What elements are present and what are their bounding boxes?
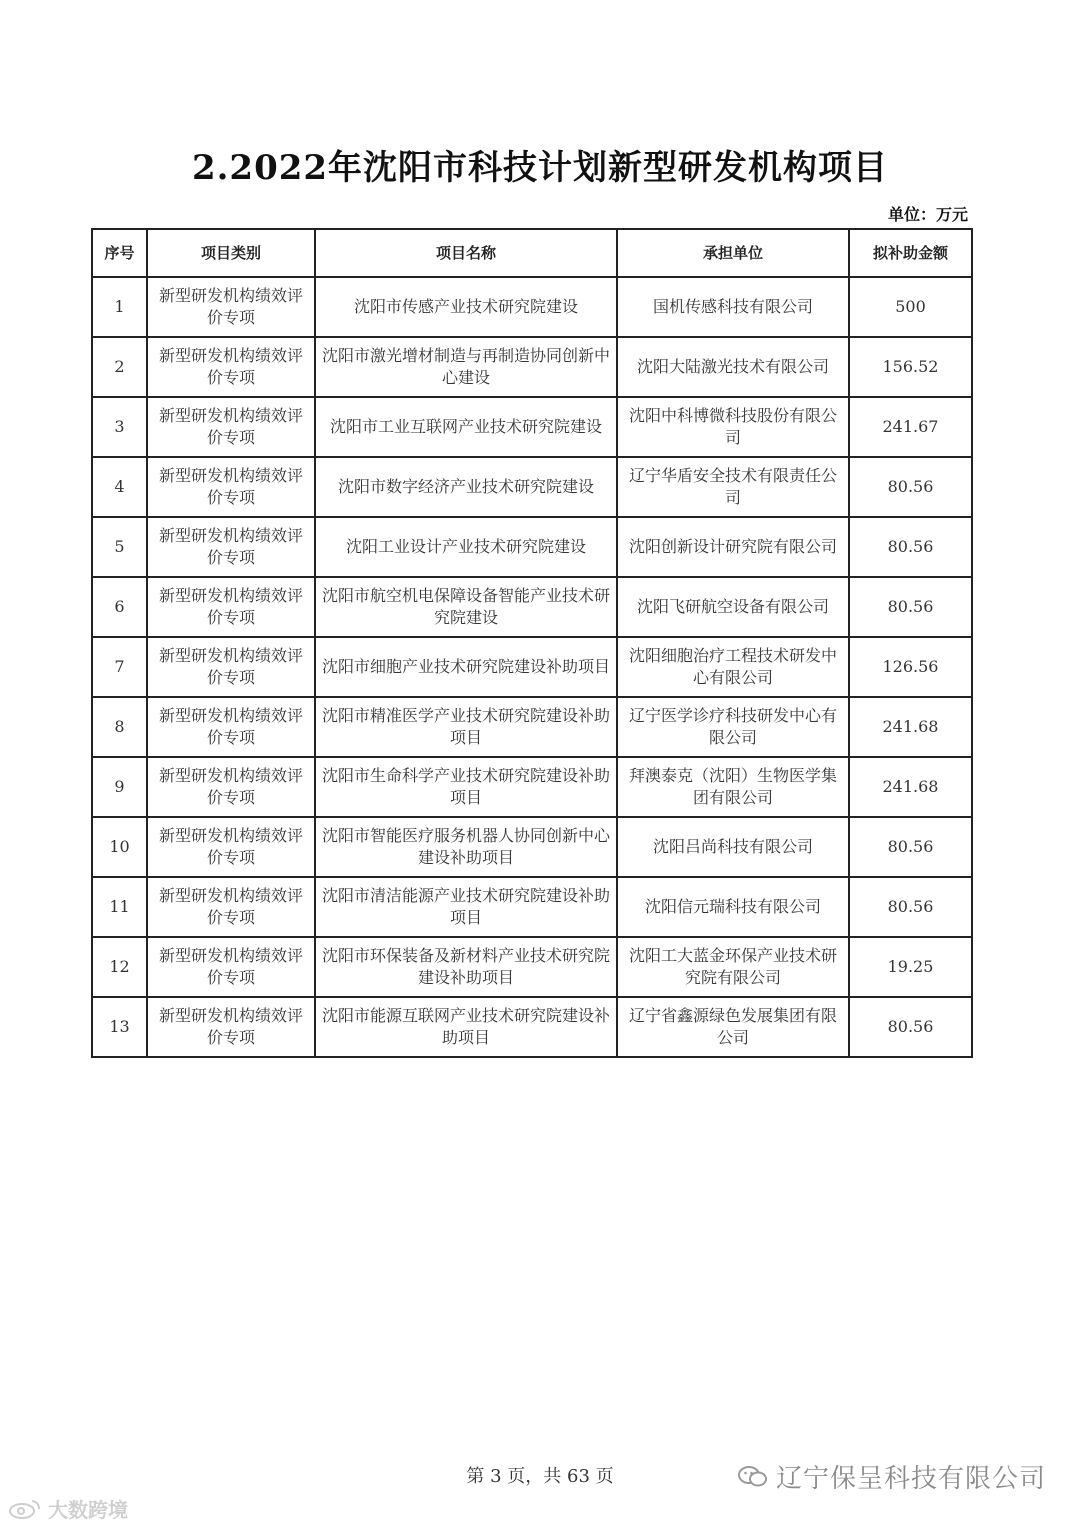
projects-table: [91, 228, 973, 1058]
cell-project-name: 沈阳市环保装备及新材料产业技术研究院建设补助项目: [315, 937, 617, 997]
page-title: 2.2022年沈阳市科技计划新型研发机构项目: [191, 148, 889, 188]
header-category: 项目类别: [147, 229, 315, 277]
header-amount: 拟补助金额: [849, 229, 972, 277]
cell-amount: 156.52: [849, 337, 972, 397]
wechat-icon: [738, 1465, 768, 1489]
table-row: [92, 637, 972, 697]
cell-amount: 241.68: [849, 757, 972, 817]
cell-project-name: 沈阳市清洁能源产业技术研究院建设补助项目: [315, 877, 617, 937]
cell-organization: 沈阳中科博微科技股份有限公司: [617, 397, 849, 457]
cell-index: 6: [92, 577, 147, 637]
table-row: [92, 877, 972, 937]
unit-label: 单位：万元: [887, 205, 968, 224]
weibo-logo-icon: [8, 1498, 42, 1520]
cell-project-name: 沈阳市智能医疗服务机器人协同创新中心建设补助项目: [315, 817, 617, 877]
cell-index: 1: [92, 277, 147, 337]
table-row: [92, 577, 972, 637]
cell-organization: 国机传感科技有限公司: [617, 277, 849, 337]
cell-organization: 沈阳吕尚科技有限公司: [617, 817, 849, 877]
cell-amount: 80.56: [849, 997, 972, 1057]
cell-category: 新型研发机构绩效评价专项: [147, 877, 315, 937]
cell-amount: 500: [849, 277, 972, 337]
table-row: [92, 277, 972, 337]
cell-project-name: 沈阳市工业互联网产业技术研究院建设: [315, 397, 617, 457]
cell-amount: 80.56: [849, 817, 972, 877]
cell-category: 新型研发机构绩效评价专项: [147, 757, 315, 817]
table-row: [92, 397, 972, 457]
cell-category: 新型研发机构绩效评价专项: [147, 517, 315, 577]
cell-amount: 241.68: [849, 697, 972, 757]
table-body: [92, 277, 972, 1057]
cell-amount: 80.56: [849, 517, 972, 577]
cell-organization: 沈阳创新设计研究院有限公司: [617, 517, 849, 577]
table-header-row: [92, 229, 972, 277]
cell-index: 7: [92, 637, 147, 697]
cell-index: 4: [92, 457, 147, 517]
page-footer: 第 3 页，共 63 页: [466, 1466, 614, 1487]
table-row: [92, 937, 972, 997]
cell-project-name: 沈阳市传感产业技术研究院建设: [315, 277, 617, 337]
table-row: [92, 757, 972, 817]
table-row: [92, 997, 972, 1057]
cell-index: 8: [92, 697, 147, 757]
cell-project-name: 沈阳市生命科学产业技术研究院建设补助项目: [315, 757, 617, 817]
header-project-name: 项目名称: [315, 229, 617, 277]
cell-amount: 241.67: [849, 397, 972, 457]
cell-category: 新型研发机构绩效评价专项: [147, 457, 315, 517]
cell-organization: 拜澳泰克（沈阳）生物医学集团有限公司: [617, 757, 849, 817]
table-row: [92, 697, 972, 757]
header-organization: 承担单位: [617, 229, 849, 277]
cell-index: 12: [92, 937, 147, 997]
cell-project-name: 沈阳市激光增材制造与再制造协同创新中心建设: [315, 337, 617, 397]
watermark-brand-text: 大数跨境: [48, 1498, 128, 1522]
cell-project-name: 沈阳市能源互联网产业技术研究院建设补助项目: [315, 997, 617, 1057]
cell-category: 新型研发机构绩效评价专项: [147, 997, 315, 1057]
cell-amount: 80.56: [849, 877, 972, 937]
cell-organization: 辽宁华盾安全技术有限责任公司: [617, 457, 849, 517]
cell-index: 9: [92, 757, 147, 817]
watermark-company: [738, 1458, 1046, 1495]
cell-category: 新型研发机构绩效评价专项: [147, 277, 315, 337]
cell-project-name: 沈阳市航空机电保障设备智能产业技术研究院建设: [315, 577, 617, 637]
table-row: [92, 817, 972, 877]
cell-index: 11: [92, 877, 147, 937]
cell-category: 新型研发机构绩效评价专项: [147, 397, 315, 457]
cell-index: 13: [92, 997, 147, 1057]
cell-organization: 沈阳飞研航空设备有限公司: [617, 577, 849, 637]
watermark-company-text: 辽宁保呈科技有限公司: [776, 1464, 1047, 1494]
cell-index: 10: [92, 817, 147, 877]
cell-category: 新型研发机构绩效评价专项: [147, 337, 315, 397]
cell-index: 2: [92, 337, 147, 397]
cell-project-name: 沈阳市细胞产业技术研究院建设补助项目: [315, 637, 617, 697]
cell-organization: 辽宁省鑫源绿色发展集团有限公司: [617, 997, 849, 1057]
table-row: [92, 517, 972, 577]
header-index: 序号: [92, 229, 147, 277]
cell-index: 5: [92, 517, 147, 577]
cell-organization: 沈阳信元瑞科技有限公司: [617, 877, 849, 937]
table-row: [92, 337, 972, 397]
cell-category: 新型研发机构绩效评价专项: [147, 937, 315, 997]
cell-organization: 沈阳细胞治疗工程技术研发中心有限公司: [617, 637, 849, 697]
table-row: [92, 457, 972, 517]
cell-project-name: 沈阳市数字经济产业技术研究院建设: [315, 457, 617, 517]
cell-amount: 80.56: [849, 577, 972, 637]
watermark-brand: [8, 1494, 128, 1523]
cell-project-name: 沈阳工业设计产业技术研究院建设: [315, 517, 617, 577]
cell-amount: 80.56: [849, 457, 972, 517]
cell-organization: 辽宁医学诊疗科技研发中心有限公司: [617, 697, 849, 757]
cell-project-name: 沈阳市精准医学产业技术研究院建设补助项目: [315, 697, 617, 757]
cell-category: 新型研发机构绩效评价专项: [147, 577, 315, 637]
cell-amount: 126.56: [849, 637, 972, 697]
cell-category: 新型研发机构绩效评价专项: [147, 817, 315, 877]
cell-category: 新型研发机构绩效评价专项: [147, 697, 315, 757]
cell-organization: 沈阳大陆激光技术有限公司: [617, 337, 849, 397]
cell-amount: 19.25: [849, 937, 972, 997]
cell-index: 3: [92, 397, 147, 457]
cell-category: 新型研发机构绩效评价专项: [147, 637, 315, 697]
cell-organization: 沈阳工大蓝金环保产业技术研究院有限公司: [617, 937, 849, 997]
